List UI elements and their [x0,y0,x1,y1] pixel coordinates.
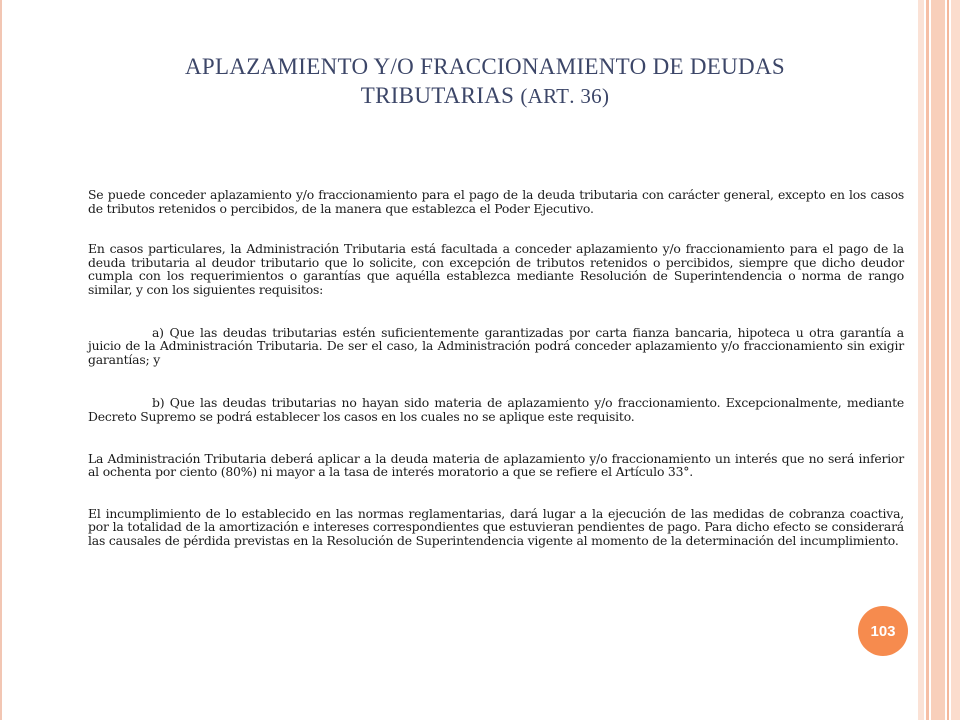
stripe [931,0,945,720]
title-line-1: APLAZAMIENTO Y/O FRACCIONAMIENTO DE DEUDAS [185,54,785,79]
paragraph-interest: La Administración Tributaria deberá aplicar a la deuda materia de aplazamiento y/o fraccionamiento un interés que no será inferior al ochenta por ciento (80%) ni mayor a la tasa de interés moratorio a que se refiere el Artículo 33°. [88,450,904,480]
title-art: ART [527,84,570,108]
decorative-stripes [918,0,960,720]
title-paren: ( [520,84,528,108]
slide-title [100,52,870,111]
requirement-a: a) Que las deudas tributarias estén suficientemente garantizadas por carta fianza bancaria, hipoteca u otra garantía a juicio de la Administración Tributaria. De ser el caso, la Administración podrá conceder aplazamiento y/o fraccionamiento sin exigir garantías; y [88,324,904,367]
stripe [947,0,949,720]
requirement-b: b) Que las deudas tributarias no hayan sido materia de aplazamiento y/o fraccionamiento. Excepcionalmente, mediante Decreto Supremo se podrá establecer los casos en los cuales no se aplique este requisito. [88,395,904,424]
stripe [926,0,929,720]
slide-body [88,188,904,548]
title-art-number: . 36) [569,84,610,108]
stripe [951,0,960,720]
title-line-2-main: TRIBUTARIAS [360,83,515,108]
title-line-2 [100,81,870,111]
paragraph-noncompliance: El incumplimiento de lo establecido en las normas reglamentarias, dará lugar a la ejecución de las medidas de cobranza coactiva, por la totalidad de la amortización e intereses correspondientes que estuvieran pendientes de pago. Para dicho efecto se considerará las causales de pérdida previstas en la Resolución de Superintendencia vigente al momento de la determinación del incumplimiento. [88,505,904,548]
title-article-ref [520,84,609,108]
page-number-badge: 103 [858,606,908,656]
paragraph-particular: En casos particulares, la Administración Tributaria está facultada a conceder aplazamiento y/o fraccionamiento para el pago de la deuda tributaria al deudor tributario que lo solicite, con excepción de tributos retenidos o percibidos, siempre que dicho deudor cumpla con los requerimientos o garantías que aquélla establezca mediante Resolución de Superintendencia o norma de rango similar, y con los siguientes requisitos: [88,241,904,297]
paragraph-general: Se puede conceder aplazamiento y/o fraccionamiento para el pago de la deuda tributaria con carácter general, excepto en los casos de tributos retenidos o percibidos, de la manera que establezca el Poder Ejecutivo. [88,187,904,216]
stripe [918,0,924,720]
